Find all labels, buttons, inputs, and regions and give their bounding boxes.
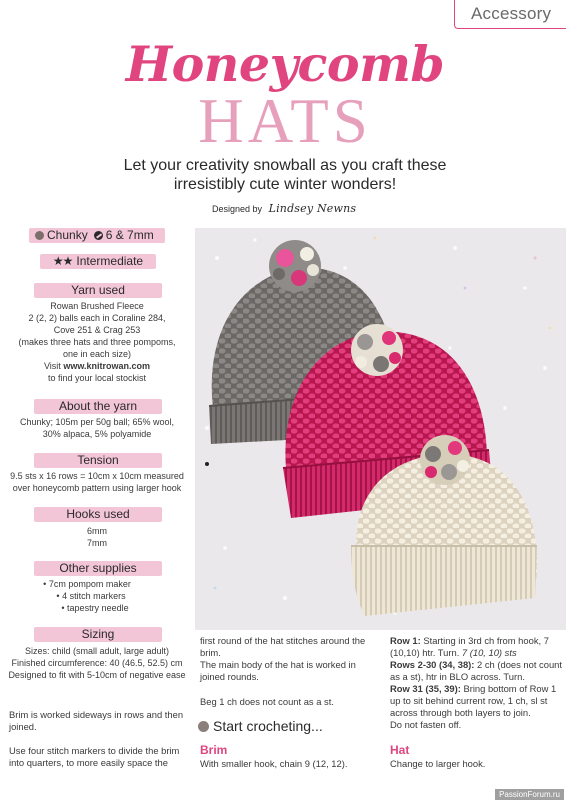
hook-line: 6mm xyxy=(87,526,107,536)
hat-heading: Hat xyxy=(390,743,410,757)
row1-text: Starting in 3rd ch from hook, 7 (10,10) htr. Turn. xyxy=(390,635,549,658)
tension-line: over honeycomb pattern using larger hook xyxy=(12,483,182,493)
hooks-heading: Hooks used xyxy=(34,507,162,522)
tension-line: 9.5 sts x 16 rows = 10cm x 10cm measured xyxy=(10,471,184,481)
start-crocheting-heading xyxy=(198,718,323,734)
yarn-line: (makes three hats and three pompoms, xyxy=(18,337,176,347)
sizing-line: Sizes: child (small adult, large adult) xyxy=(24,646,170,656)
yarn-ball-icon xyxy=(35,231,44,240)
hooks-text xyxy=(0,525,194,549)
middle-p1: first round of the hat stitches around the brim. xyxy=(200,635,366,658)
tension-heading: Tension xyxy=(34,453,162,468)
supplies-list xyxy=(0,578,194,614)
sizing-line: Finished circumference: 40 (46.5, 52.5) cm xyxy=(11,658,183,668)
supply-item: • tapestry needle xyxy=(0,602,194,614)
rows2-instruction xyxy=(390,659,566,683)
page-title-sub: HATS xyxy=(198,86,372,156)
row1-label: Row 1: xyxy=(390,635,421,646)
standfirst: Let your creativity snowball as you craft these irresistibly cute winter wonders! xyxy=(123,157,447,193)
section-label: Accessory xyxy=(471,4,552,23)
supply-item: • 7cm pompom maker xyxy=(0,578,194,590)
sizing-line: Designed to fit with 5-10cm of negative ease xyxy=(8,670,186,680)
about-yarn-text xyxy=(0,416,194,440)
section-tab xyxy=(454,0,566,29)
row31-text: Bring bottom of Row 1 up to sit behind current row, 1 ch, sl st across through both layers to join. xyxy=(390,683,557,718)
watermark: PassionForum.ru xyxy=(495,789,564,800)
stockist-line: to find your local stockist xyxy=(47,373,147,383)
hook-icon xyxy=(94,231,103,240)
hat-text: Change to larger hook. xyxy=(390,758,486,769)
sizing-text xyxy=(0,645,194,681)
row1-instruction xyxy=(390,635,566,659)
page-title: Honeycomb xyxy=(125,35,445,93)
yarn-line: one in each size) xyxy=(62,349,132,359)
hook-line: 7mm xyxy=(87,538,107,548)
website-link[interactable]: www.knitrowan.com xyxy=(63,361,151,371)
row1-count: 7 (10, 10) sts xyxy=(461,647,517,658)
fasten-note: Do not fasten off. xyxy=(390,719,462,730)
rows2-text: 2 ch (does not count as a st), htr in BLO across. Turn. xyxy=(390,659,562,682)
designer-signature: Lindsey Newns xyxy=(268,202,357,215)
level-label: Intermediate xyxy=(76,254,144,268)
supplies-heading: Other supplies xyxy=(34,561,162,576)
brim-heading: Brim xyxy=(200,743,228,757)
tension-text xyxy=(0,470,194,494)
supply-item: • 4 stitch markers xyxy=(0,590,194,602)
about-line: 30% alpaca, 5% polyamide xyxy=(42,429,152,439)
row31-label: Row 31 (35, 39): xyxy=(390,683,461,694)
marker-note: Use four stitch markers to divide the brim into quarters, to more easily space the xyxy=(9,745,180,768)
yarn-weight: Chunky xyxy=(47,228,88,242)
rows2-label: Rows 2-30 (34, 38): xyxy=(390,659,475,670)
yarn-line: Cove 251 & Crag 253 xyxy=(53,325,141,335)
yarn-line: 2 (2, 2) balls each in Coraline 284, xyxy=(28,313,166,323)
sizing-heading: Sizing xyxy=(34,627,162,642)
about-line: Chunky; 105m per 50g ball; 65% wool, xyxy=(19,417,175,427)
flower-icon xyxy=(198,721,209,732)
start-heading-text: Start crocheting... xyxy=(213,718,323,734)
row31-instruction xyxy=(390,683,566,719)
yarn-visit-line xyxy=(0,360,194,372)
byline xyxy=(212,202,412,215)
middle-p3: Beg 1 ch does not count as a st. xyxy=(200,696,334,707)
hats-photo xyxy=(195,228,566,630)
yarn-line: Rowan Brushed Fleece xyxy=(50,301,144,311)
hook-sizes: 6 & 7mm xyxy=(105,228,154,242)
level-pill xyxy=(40,254,156,269)
about-yarn-heading: About the yarn xyxy=(34,399,162,414)
brim-text: With smaller hook, chain 9 (12, 12). xyxy=(200,758,348,769)
brim-note: Brim is worked sideways in rows and then joined. xyxy=(9,709,184,732)
yarn-used-text xyxy=(0,300,194,384)
visit-label: Visit xyxy=(43,361,61,371)
yarn-weight-pill xyxy=(29,228,165,243)
yarn-used-heading: Yarn used xyxy=(34,283,162,298)
middle-p2: The main body of the hat is worked in joined rounds. xyxy=(200,659,356,682)
designed-by-label: Designed by xyxy=(212,204,263,214)
difficulty-stars: ★★ xyxy=(52,254,73,268)
